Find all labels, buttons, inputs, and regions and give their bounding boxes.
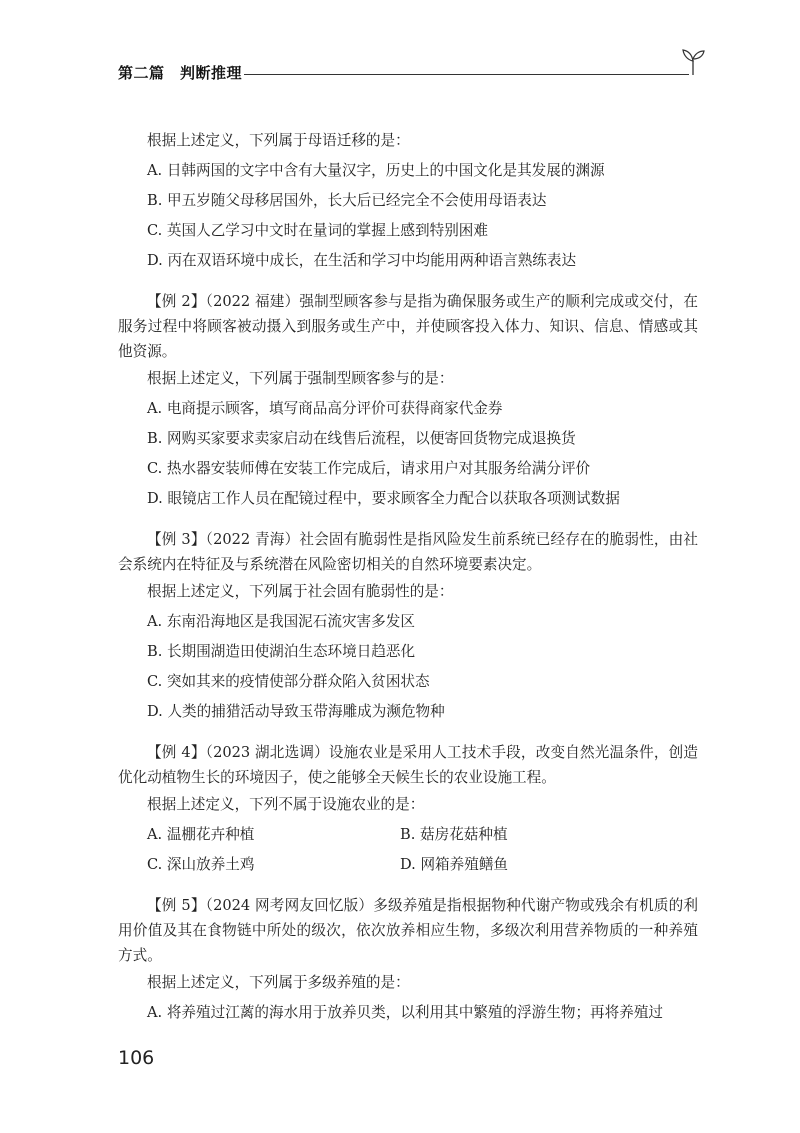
q1-option-c: C. 英国人乙学习中文时在量词的掌握上感到特别困难 [147,222,488,239]
example-2-option-b: B. 网购买家要求卖家启动在线售后流程，以便寄回货物完成退换货 [147,430,576,447]
example-4-option-c: C. 深山放养土鸡 [147,856,255,873]
example-3-definition: 【例 3】（2022 青海）社会固有脆弱性是指风险发生前系统已经存在的脆弱性，由社会系统内在特征及与系统潜在风险密切相关的自然环境要素决定。 [118,531,698,573]
example-5-definition: 【例 5】（2024 网考网友回忆版）多级养殖是指根据物种代谢产物或残余有机质的利用价值及其在食物链中所处的级次，依次放养相应生物，多级次利用营养物质的一种养殖方式。 [118,897,698,964]
q1-option-d: D. 丙在双语环境中成长，在生活和学习中均能用两种语言熟练表达 [147,252,577,269]
example-5-option-a: A. 将养殖过江蓠的海水用于放养贝类，以利用其中繁殖的浮游生物；再将养殖过 [147,1004,664,1021]
example-2-option-c: C. 热水器安装师傅在安装工作完成后，请求用户对其服务给满分评价 [147,460,591,477]
example-2-definition: 【例 2】（2022 福建）强制型顾客参与是指为确保服务或生产的顺利完成或交付，在服务过程中将顾客被动摄入到服务或生产中，并使顾客投入体力、知识、信息、情感或其他资源。 [118,293,698,360]
example-3-option-b: B. 长期围湖造田使湖泊生态环境日趋恶化 [147,643,416,660]
example-4-options-row-1 [118,820,698,850]
example-3-option-a: A. 东南沿海地区是我国泥石流灾害多发区 [147,613,415,630]
example-3-stem: 根据上述定义，下列属于社会固有脆弱性的是： [147,583,454,600]
example-4-definition: 【例 4】（2023 湖北选调）设施农业是采用人工技术手段，改变自然光温条件，创造优化动植物生长的环境因子，使之能够全天候生长的农业设施工程。 [118,744,698,786]
example-4-option-b: B. 菇房花菇种植 [400,826,508,843]
example-4-option-a: A. 温棚花卉种植 [147,826,255,843]
example-3-option-d: D. 人类的捕猎活动导致玉带海雕成为濒危物种 [147,703,445,720]
header-rule [244,74,689,75]
example-4-option-d: D. 网箱养殖鳝鱼 [400,856,509,873]
running-header [118,58,698,88]
example-4-options-row-2 [118,850,698,880]
q1-stem: 根据上述定义，下列属于母语迁移的是： [147,132,410,149]
section-title: 第二篇 判断推理 [118,64,243,82]
example-4-stem: 根据上述定义，下列不属于设施农业的是： [147,796,425,813]
example-2-option-d: D. 眼镜店工作人员在配镜过程中，要求顾客全力配合以获取各项测试数据 [147,490,620,507]
example-2-option-a: A. 电商提示顾客，填写商品高分评价可获得商家代金券 [147,400,503,417]
page-body [118,126,698,1028]
example-3-option-c: C. 突如其来的疫情使部分群众陷入贫困状态 [147,673,430,690]
page-number: 106 [118,1047,155,1069]
q1-option-a: A. 日韩两国的文字中含有大量汉字，历史上的中国文化是其发展的渊源 [147,162,605,179]
example-2-stem: 根据上述定义，下列属于强制型顾客参与的是： [147,370,454,387]
example-5-stem: 根据上述定义，下列属于多级养殖的是： [147,974,410,991]
sprout-icon [680,46,706,76]
q1-option-b: B. 甲五岁随父母移居国外，长大后已经完全不会使用母语表达 [147,192,547,209]
